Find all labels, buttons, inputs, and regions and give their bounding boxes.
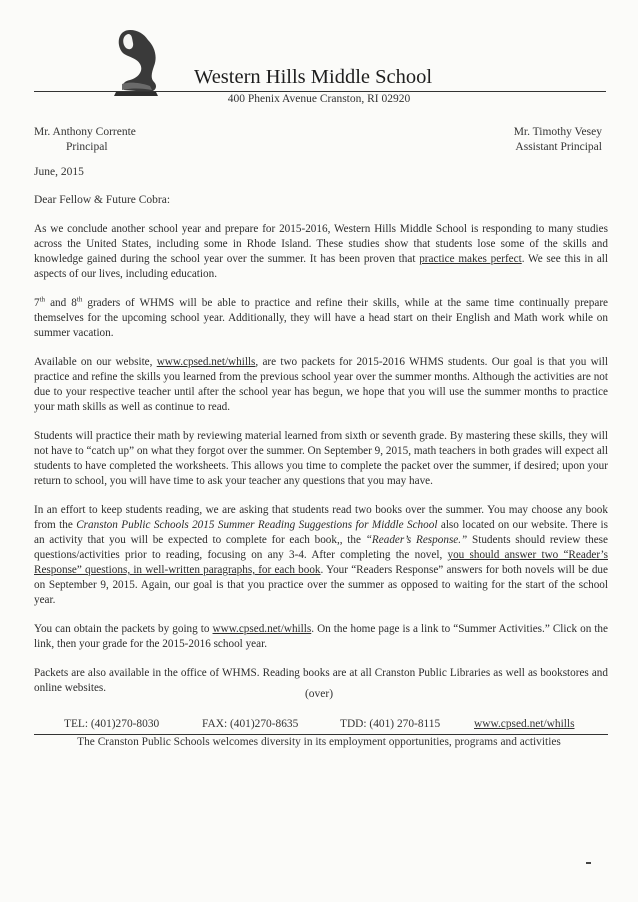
paragraph-3-text-end: , are two packets for 2015-2016 WHMS students. Our goal is that you will practice and refine the skills you learned from the previous school year over the summer months. Although the activities are not due to your respective teacher until after the school year has begun, we hope that you will use the summer months to practice your math skills as well as continue to read. (34, 356, 608, 413)
footer-divider (34, 734, 608, 735)
assistant-principal-title: Assistant Principal (515, 141, 602, 153)
grade-7-suffix: th (39, 295, 46, 304)
paragraph-7: Packets are also available in the office of WHMS. Reading books are at all Cranston Public Libraries as well as bookstores and online websites. (34, 667, 608, 694)
website-link[interactable]: www.cpsed.net/whills (156, 356, 256, 368)
paragraph-2-text: graders of WHMS will be able to practice and refine their skills, while at the same time continually prepare themselves for the upcoming school year. Additionally, they will have a head start on their English and Math work while on summer vacation. (34, 297, 609, 339)
paragraph-5-text-end: . Your “Readers Response” answers for both novels will be due on September 9, 2015. Again, our goal is that you practice over the summer as opposed to waiting for the start of the school year. (34, 564, 608, 606)
principal-name: Mr. Anthony Corrente (34, 126, 136, 138)
footer-tel: TEL: (401)270-8030 (64, 718, 160, 730)
assistant-principal-block (514, 125, 602, 155)
reading-list-title: Cranston Public Schools 2015 Summer Reading Suggestions for Middle School (76, 519, 438, 531)
paragraph-1-text: As we conclude another school year and prepare for 2015-2016, Western Hills Middle School is responding to many studies across the United States, including some in Rhode Island. These studies show that students lose some of the skills and knowledge gained during the school year over the summer. It has been proven that (34, 223, 608, 265)
paragraph-6 (34, 622, 608, 652)
salutation: Dear Fellow & Future Cobra: (34, 194, 171, 206)
grade-8: 8 (71, 297, 77, 309)
footer-fax: FAX: (401)270-8635 (202, 718, 299, 730)
page-mark (586, 862, 591, 864)
assistant-principal-name: Mr. Timothy Vesey (513, 126, 602, 138)
paragraph-5-text-3: Students should review these questions/activities prior to reading, focusing on any 3-4. After completing the novel, (34, 534, 608, 561)
over-note: (over) (304, 688, 334, 700)
header-divider (34, 91, 606, 92)
paragraph-5-text: In an effort to keep students reading, we are asking that students read two books over the summer. You may choose any book from the (34, 504, 608, 531)
paragraph-2 (34, 296, 608, 341)
footer-website-link[interactable]: www.cpsed.net/whills (474, 718, 575, 730)
paragraph-4: Students will practice their math by reviewing material learned from sixth or seventh grade. By mastering these skills, they will not have to “catch up” on what they forgot over the summer. On September 9, 2015, math teachers in both grades will expect all students to have completed the worksheets. This allows you time to complete the packet over the summer, if desired; upon your return to school, you will have time to ask your teacher any questions that you may have. (34, 430, 608, 487)
paragraph-5 (34, 503, 608, 608)
letter-date: June, 2015 (34, 166, 84, 178)
footer-diversity-statement: The Cranston Public Schools welcomes diversity in its employment opportunities, programs and activities (77, 736, 561, 748)
letter-body (34, 222, 608, 710)
paragraph-6-text-end: . On the home page is a link to “Summer Activities.” Click on the link, then your grade for the 2015-2016 school year. (34, 623, 608, 650)
paragraph-5-text-2: also located on our website. There is an activity that you will be expected to complete for each book,, the (34, 519, 608, 546)
practice-makes-perfect-text: practice makes perfect (419, 253, 522, 265)
footer-tdd: TDD: (401) 270-8115 (340, 718, 441, 730)
principal-block (34, 125, 136, 155)
school-name: Western Hills Middle School (194, 66, 433, 88)
grade-8-suffix: th (76, 295, 83, 304)
paragraph-3-text: Available on our website, (34, 356, 157, 368)
and-text: and (45, 297, 72, 309)
paragraph-1-text-end: . We see this in all aspects of our lives, including education. (34, 253, 609, 280)
paragraph-3 (34, 355, 608, 415)
principal-title: Principal (66, 141, 108, 153)
readers-response-title: “Reader’s Response.” (365, 534, 468, 546)
paragraph-6-text: You can obtain the packets by going to (34, 623, 213, 635)
cobra-snake-icon (108, 24, 164, 98)
grade-7: 7 (34, 297, 40, 309)
paragraph-1 (34, 222, 608, 282)
website-link-2[interactable]: www.cpsed.net/whills (212, 623, 312, 635)
readers-response-instruction: you should answer two “Reader’s Response” questions, in well-written paragraphs, for each book (34, 549, 608, 576)
school-address: 400 Phenix Avenue Cranston, RI 02920 (227, 93, 411, 105)
